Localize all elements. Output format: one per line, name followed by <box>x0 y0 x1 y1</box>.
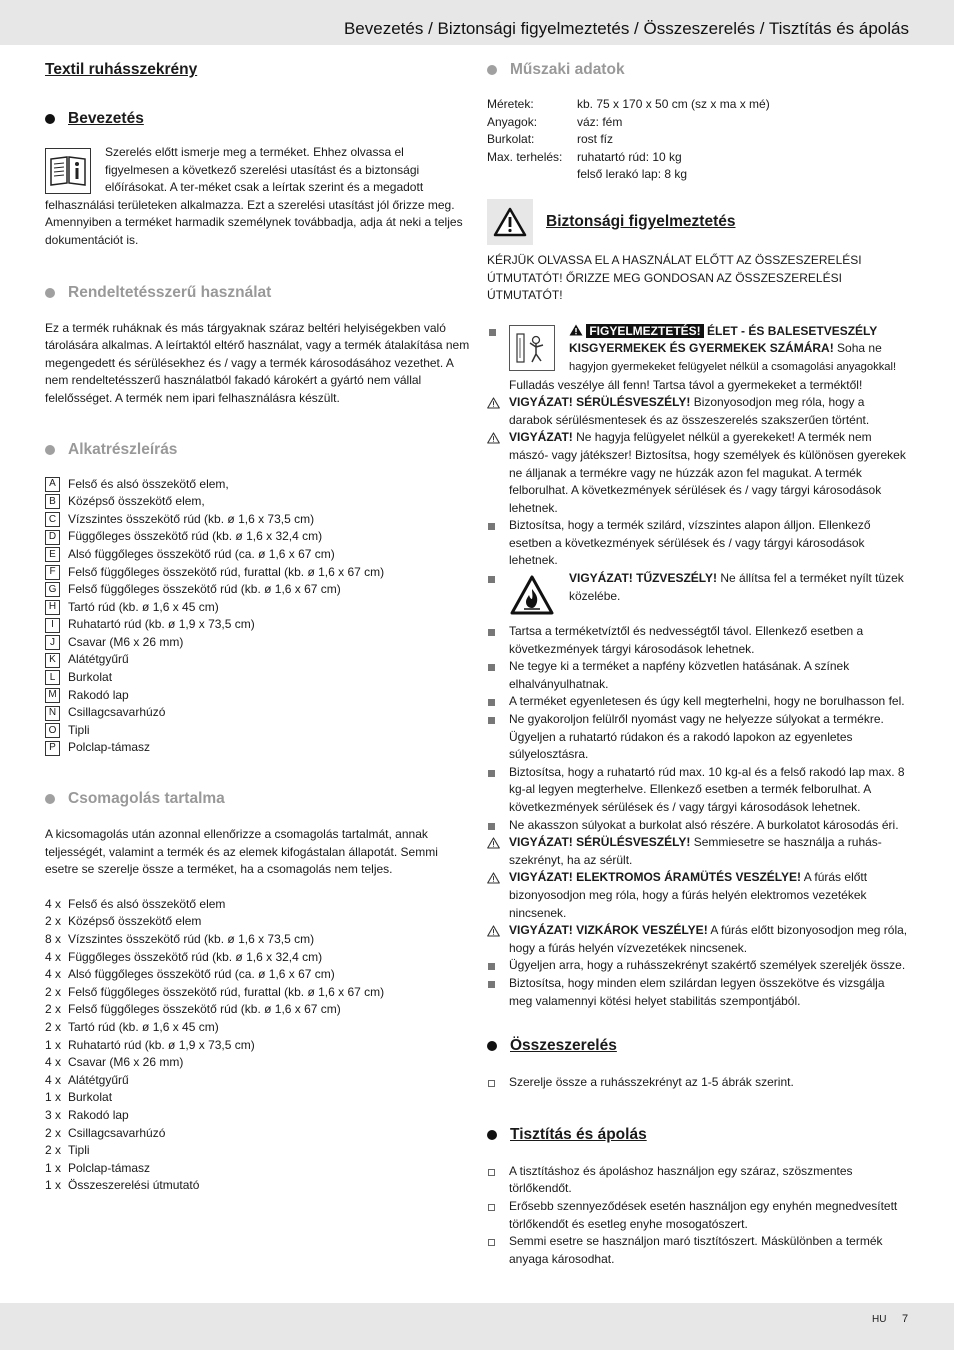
bullet-square <box>488 770 495 777</box>
part-row <box>45 599 470 617</box>
package-qty: 1 x <box>45 1090 62 1105</box>
package-item: Vízszintes összekötő rúd (kb. ø 1,6 x 73,5 cm) <box>68 932 315 946</box>
fire-warning-bold: VIGYÁZAT! TŰZVESZÉLY! <box>569 571 718 586</box>
caution-row <box>487 429 909 517</box>
package-row <box>45 1089 470 1107</box>
part-letter: O <box>45 723 60 738</box>
part-text: Burkolat <box>68 670 113 685</box>
package-row <box>45 984 470 1002</box>
safety-item-text <box>509 711 909 764</box>
spec-value: ruhatartó rúd: 10 kg <box>577 149 682 164</box>
safety-caps-notice: KÉRJÜK OLVASSA EL A HASZNÁLAT ELŐTT AZ ÖSSZESZERELÉSI ÚTMUTATÓT! ŐRIZZE MEG GONDOSAN AZ ÖSSZESZERELÉSI ÚTMUTATÓT! <box>487 252 862 303</box>
parts-list <box>45 476 470 758</box>
package-qty: 8 x <box>45 932 62 946</box>
spec-key: Anyagok: <box>487 114 538 129</box>
spec-row <box>487 166 909 184</box>
care-item <box>487 1233 909 1268</box>
package-row <box>45 1160 470 1178</box>
checkbox-square-icon <box>488 1080 495 1087</box>
section-heading-tech <box>487 61 909 79</box>
safety-item-body: Tartsa a terméketvíztől és nedvességtől távol. Ellenkező esetben a következmények tárgyi károsodások lehetnek. <box>509 624 864 656</box>
assembly-step <box>487 1074 909 1092</box>
spec-key: Burkolat: <box>487 132 535 147</box>
part-letter: A <box>45 477 60 492</box>
safety-item-text <box>509 764 909 817</box>
part-text: Alátétgyűrű <box>68 652 129 667</box>
part-letter: P <box>45 741 60 756</box>
bullet-square <box>488 629 495 636</box>
part-row <box>45 704 470 722</box>
package-row <box>45 1019 470 1037</box>
safety-item-text <box>509 394 909 429</box>
bullet-square <box>488 963 495 970</box>
checkbox-square-icon <box>488 1204 495 1211</box>
part-letter: D <box>45 530 60 545</box>
care-list <box>487 1163 909 1269</box>
package-item: Tipli <box>68 1143 90 1158</box>
part-text: Alsó függőleges összekötő rúd (ca. ø 1,6 x 67 cm) <box>68 546 335 561</box>
assembly-step-text: Szerelje össze a ruhásszekrényt az 1-5 ábrák szerint. <box>509 1075 794 1090</box>
part-row <box>45 564 470 582</box>
safety-item-text <box>509 517 909 570</box>
package-item: Burkolat <box>68 1090 113 1105</box>
bullet-row <box>487 711 909 764</box>
part-letter: F <box>45 565 60 580</box>
part-row <box>45 581 470 599</box>
package-qty: 2 x <box>45 1002 62 1017</box>
spec-value: felső lerakó lap: 8 kg <box>577 167 688 182</box>
heading-text: Műszaki adatok <box>510 61 625 78</box>
heading-text: Biztonsági figyelmeztetés <box>546 212 736 230</box>
child-warning-text1: Soha ne <box>837 341 882 356</box>
package-qty: 4 x <box>45 1055 62 1070</box>
part-text: Középső összekötő elem, <box>68 494 205 509</box>
right-column <box>487 58 909 1268</box>
bullet-dot <box>487 1041 497 1051</box>
safety-item-text <box>509 429 909 517</box>
package-item: Tartó rúd (kb. ø 1,6 x 45 cm) <box>68 1019 219 1034</box>
safety-list <box>487 394 909 1010</box>
package-row <box>45 1072 470 1090</box>
care-item-text: Semmi esetre se használjon maró tisztítószert. Máskülönben a termék anyaga károsodhat. <box>509 1234 883 1266</box>
package-paragraph: A kicsomagolás után azonnal ellenőrizze a csomagolás tartalmát, annak teljességét, valamint a termék és az elemek kifogástalan állapotát. Semmi esetre se szerelje össze a terméket, ha a csomagolás nem teljes. <box>45 827 438 877</box>
heading-text: Csomagolás tartalma <box>68 790 225 808</box>
care-item <box>487 1198 909 1233</box>
bullet-row <box>487 764 909 817</box>
part-letter: G <box>45 582 60 597</box>
package-item: Alsó függőleges összekötő rúd (ca. ø 1,6 x 67 cm) <box>68 967 335 982</box>
package-row <box>45 931 470 949</box>
spec-key: Max. terhelés: <box>487 149 563 164</box>
part-row <box>45 739 470 757</box>
spec-key <box>487 166 577 184</box>
package-item: Felső és alsó összekötő elem <box>68 896 226 911</box>
part-text: Polclap-támasz <box>68 740 151 755</box>
package-row <box>45 1054 470 1072</box>
bullet-row <box>487 693 909 711</box>
caution-row <box>487 394 909 429</box>
package-qty: 1 x <box>45 1037 62 1052</box>
part-row <box>45 546 470 564</box>
package-row <box>45 1001 470 1019</box>
package-item: Alátétgyűrű <box>68 1072 129 1087</box>
package-row <box>45 1142 470 1160</box>
package-qty: 2 x <box>45 914 62 929</box>
part-row <box>45 511 470 529</box>
safety-item-text <box>509 869 909 922</box>
section-heading-parts <box>45 441 470 459</box>
package-qty: 4 x <box>45 1072 62 1087</box>
package-item: Rakodó lap <box>68 1107 129 1122</box>
page-number: 7 <box>902 1313 909 1325</box>
part-row <box>45 493 470 511</box>
bullet-row <box>487 975 909 1010</box>
bullet-dot <box>487 65 497 75</box>
part-row <box>45 634 470 652</box>
caution-row <box>487 834 909 869</box>
spec-row <box>487 149 909 167</box>
bullet-square <box>488 699 495 706</box>
caution-bold: VIGYÁZAT! <box>509 430 573 445</box>
safety-item-body: Bizonyosodjon meg róla, hogy a darabok sérülésmentesek és az összeszerelés szakszerűen történt. <box>509 395 870 427</box>
part-letter: H <box>45 600 60 615</box>
safety-item-body: Semmiesetre se használja a ruhás-szekrényt, ha az sérült. <box>509 835 882 867</box>
safety-item-body: Biztosítsa, hogy a termék szilárd, vízszintes alapon álljon. Ellenkező esetben a következmények sérülések és / vagy tárgyi károsodások lehetnek. <box>509 518 871 568</box>
safety-item-text <box>509 975 909 1010</box>
fire-warning-body: Ne állítsa fel a terméket nyílt tüzek közelébe. <box>569 571 904 603</box>
package-qty: 2 x <box>45 1143 62 1158</box>
package-item: Függőleges összekötő rúd (kb. ø 1,6 x 32,4 cm) <box>68 949 323 964</box>
package-qty: 2 x <box>45 984 62 999</box>
bullet-dot <box>45 445 55 455</box>
checkbox-square-icon <box>488 1239 495 1246</box>
document-title: Textil ruhásszekrény <box>45 61 198 78</box>
part-text: Felső függőleges összekötő rúd, furattal (kb. ø 1,6 x 67 cm) <box>68 564 385 579</box>
caution-bold: VIGYÁZAT! VIZKÁROK VESZÉLYE! <box>509 923 708 938</box>
part-row <box>45 616 470 634</box>
warning-triangle-icon <box>487 199 533 245</box>
safety-item-body: Biztosítsa, hogy a ruhatartó rúd max. 10 kg-al és a felső rakodó lap max. 8 kg-al legyen megterhelve. Ellenkező esetben a termék felborulhat. A következmények sérülések és / vagy tárgyi károsodások lehetnek. <box>509 764 905 814</box>
safety-item-body: A terméket egyenletesen és úgy kell megterhelni, hogy ne borulhasson fel. <box>509 694 905 709</box>
bullet-dot <box>487 1130 497 1140</box>
safety-item-text <box>509 693 905 711</box>
part-row <box>45 669 470 687</box>
package-row <box>45 1107 470 1125</box>
safety-item-text <box>509 922 909 957</box>
safety-item-body: Biztosítsa, hogy minden elem szilárdan legyen összekötve és vizsgálja meg valamennyi kötési helyet stabilitás szempontjából. <box>509 975 885 1008</box>
spec-value: váz: fém <box>577 114 623 129</box>
bullet-dot <box>45 114 55 124</box>
part-text: Csillagcsavarhúzó <box>68 705 166 720</box>
part-letter: B <box>45 494 60 509</box>
section-heading-package <box>45 790 470 808</box>
spec-row <box>487 114 909 132</box>
package-item: Csillagcsavarhúzó <box>68 1125 166 1140</box>
part-letter: M <box>45 688 60 703</box>
use-paragraph: Ez a termék ruháknak és más tárgyaknak száraz beltéri helyiségekben való tárolására alkalmas. A leírtaktól eltérő használat, vagy a termék átalakítása nem megengedett és sérülésekhez és / vagy a termék károsodásához vezethet. A nem rendeltetésszerű használatból fakadó károkért a gyártó nem vállal felelősséget. A termék nem ipari felhasználásra készült. <box>45 320 470 405</box>
intro-block <box>45 144 470 250</box>
fire-warning-row <box>487 570 909 622</box>
package-contents-list <box>45 896 470 1195</box>
section-heading-intro <box>45 110 470 128</box>
safety-item-body: Ügyeljen arra, hogy a ruhásszekrényt szakértő személyek szereljék össze. <box>509 958 906 973</box>
package-row <box>45 1125 470 1143</box>
part-text: Csavar (M6 x 26 mm) <box>68 634 184 649</box>
part-row <box>45 651 470 669</box>
safety-item-text <box>509 658 909 693</box>
book-info-icon <box>45 148 91 194</box>
bullet-square <box>488 664 495 671</box>
child-warning-small: hagyjon gyermekeket felügyelet nélkül a csomagolási anyagokkal! <box>569 360 897 373</box>
section-heading-safety <box>546 213 736 231</box>
package-qty: 2 x <box>45 1019 62 1034</box>
package-row <box>45 966 470 984</box>
bullet-square <box>488 981 495 988</box>
package-qty: 2 x <box>45 1125 62 1140</box>
spec-value: kb. 75 x 170 x 50 cm (sz x ma x mé) <box>577 97 770 111</box>
part-text: Felső és alsó összekötő elem, <box>68 476 229 491</box>
package-item: Középső összekötő elem <box>68 914 202 929</box>
caution-bold: VIGYÁZAT! ELEKTROMOS ÁRAMÜTÉS VESZÉLYE! <box>509 870 802 885</box>
caution-triangle-icon <box>487 430 500 517</box>
package-qty: 1 x <box>45 1160 62 1175</box>
care-item <box>487 1163 909 1198</box>
package-item: Összeszerelési útmutató <box>68 1178 200 1193</box>
safety-item-body: A fúrás előtt bizonyosodjon meg róla, hogy a fúrás helyén elektromos vezetékek nincsenek. <box>509 870 868 920</box>
caution-triangle-icon <box>487 870 500 922</box>
package-item: Polclap-támasz <box>68 1160 151 1175</box>
part-text: Vízszintes összekötő rúd (kb. ø 1,6 x 73,5 cm) <box>68 511 315 526</box>
package-row <box>45 1177 470 1195</box>
safety-item-body: Ne tegye ki a terméket a napfény közvetlen hatásának. A színek elhalványulhatnak. <box>509 659 850 691</box>
warning-triangle-icon <box>569 324 583 338</box>
bullet-square <box>489 329 496 336</box>
safety-item-body: A fúrás előtt bizonyosodjon meg róla, hogy a fúrás helyén vízvezetékek nincsenek. <box>509 923 908 955</box>
part-text: Tipli <box>68 722 90 737</box>
part-text: Tartó rúd (kb. ø 1,6 x 45 cm) <box>68 599 219 614</box>
package-item: Csavar (M6 x 26 mm) <box>68 1055 184 1070</box>
caution-bold: VIGYÁZAT! SÉRÜLÉSVESZÉLY! <box>509 395 691 410</box>
part-letter: L <box>45 670 60 685</box>
safety-item-body: Ne gyakoroljon felülről nyomást vagy ne helyezze súlyokat a termékre. Ügyeljen a ruhatartó rúdakon és a rakodó lapokon az egyenletes súlyelosztásra. <box>509 712 884 762</box>
part-text: Felső függőleges összekötő rúd (kb. ø 1,6 x 67 cm) <box>68 582 341 597</box>
bullet-row <box>487 517 909 570</box>
bullet-row <box>487 623 909 658</box>
child-warning-block <box>487 323 909 394</box>
part-row <box>45 687 470 705</box>
package-qty: 4 x <box>45 949 62 964</box>
spec-row <box>487 96 909 114</box>
heading-text: Bevezetés <box>68 110 144 127</box>
safety-item-text <box>509 623 909 658</box>
caution-triangle-icon <box>487 923 500 957</box>
safety-item-text <box>509 817 899 835</box>
checkbox-square-icon <box>488 1169 495 1176</box>
part-row <box>45 722 470 740</box>
child-warning-bold: ÉLET - ÉS BALESETVESZÉLY KISGYERMEKEK ÉS GYERMEKEK SZÁMÁRA! <box>569 323 878 356</box>
heading-text: Rendeltetésszerű használat <box>68 283 272 301</box>
heading-text: Összeszerelés <box>510 1037 617 1055</box>
package-item: Ruhatartó rúd (kb. ø 1,9 x 73,5 cm) <box>68 1037 255 1052</box>
bullet-square <box>488 823 495 830</box>
caution-row <box>487 922 909 957</box>
bullet-square <box>488 523 495 530</box>
footer-language: HU <box>872 1314 887 1325</box>
spec-row <box>487 131 909 149</box>
package-item: Felső függőleges összekötő rúd (kb. ø 1,6 x 67 cm) <box>68 1002 341 1017</box>
bullet-dot <box>45 288 55 298</box>
tech-specs-table <box>487 96 909 184</box>
bullet-row <box>487 658 909 693</box>
safety-item-body: Ne hagyja felügyelet nélkül a gyerekeket! A termék nem mászó- vagy játékszer! Biztosítsa, hogy személyek és különösen gyerekek ne álljanak a termékre vagy ne húzzák azon fel magukat. A termék felborulhat. A következmények sérülések és / vagy tárgyi károsodások lehetnek. <box>509 430 906 515</box>
intro-paragraph: Szerelés előtt ismerje meg a terméket. Ehhez olvassa el figyelmesen a következő szerelési utasítást és a biztonsági előírásokat. A ter-méket csak a leírtak szerint és a megadott felhasználási területeken alkalmazza. Ezt a szerelési utasítást jól őrizze meg. Amennyiben a terméket harmadik személynek továbbadja, adja át neki a teljes dokumentációt is. <box>45 145 463 247</box>
heading-text: Alkatrészleírás <box>68 440 178 458</box>
section-heading-care <box>487 1126 909 1144</box>
caution-row <box>487 869 909 922</box>
package-qty: 3 x <box>45 1107 62 1122</box>
package-row <box>45 913 470 931</box>
warning-badge: FIGYELMEZTETÉS! <box>586 324 703 338</box>
part-letter: N <box>45 706 60 721</box>
package-qty: 1 x <box>45 1178 62 1193</box>
part-letter: E <box>45 547 60 562</box>
child-warning-text2: Fulladás veszélye áll fenn! Tartsa távol a gyermekeket a terméktől! <box>509 377 863 392</box>
safety-item-body: Ne akasszon súlyokat a burkolat alsó részére. A burkolatot károsodás éri. <box>509 817 899 832</box>
spec-value: rost fíz <box>577 132 614 147</box>
part-row <box>45 476 470 494</box>
package-row <box>45 1037 470 1055</box>
care-item-text: Erősebb szennyeződések esetén használjon egy enyhén megnedvesített törlőkendőt és esetleg enyhe mosogatószert. <box>509 1198 898 1231</box>
bullet-row <box>487 957 909 975</box>
page-header-title: Bevezetés / Biztonsági figyelmeztetés / Összeszerelés / Tisztítás és ápolás <box>343 19 909 38</box>
child-danger-icon <box>509 325 555 371</box>
care-item-text: A tisztításhoz és ápoláshoz használjon egy száraz, szöszmentes törlőkendőt. <box>509 1163 853 1196</box>
part-letter: J <box>45 635 60 650</box>
part-letter: C <box>45 512 60 527</box>
safety-heading-row <box>487 199 909 245</box>
part-text: Függőleges összekötő rúd (kb. ø 1,6 x 32,4 cm) <box>68 529 323 544</box>
section-heading-use <box>45 284 470 302</box>
caution-triangle-icon <box>487 835 500 869</box>
part-row <box>45 528 470 546</box>
caution-triangle-icon <box>487 395 500 429</box>
part-letter: I <box>45 618 60 633</box>
bullet-dot <box>45 794 55 804</box>
left-column <box>45 58 470 1195</box>
part-text: Ruhatartó rúd (kb. ø 1,9 x 73,5 cm) <box>68 617 255 632</box>
safety-item-text <box>509 834 909 869</box>
spec-key: Méretek: <box>487 97 534 111</box>
heading-text: Tisztítás és ápolás <box>510 1125 647 1143</box>
bullet-row <box>487 817 909 835</box>
package-qty: 4 x <box>45 896 62 911</box>
section-heading-assembly <box>487 1037 909 1055</box>
bullet-square <box>488 717 495 724</box>
package-row <box>45 896 470 914</box>
package-qty: 4 x <box>45 967 62 982</box>
caution-bold: VIGYÁZAT! SÉRÜLÉSVESZÉLY! <box>509 835 691 850</box>
part-letter: K <box>45 653 60 668</box>
part-text: Rakodó lap <box>68 687 129 702</box>
safety-item-text <box>509 957 905 975</box>
package-row <box>45 949 470 967</box>
fire-hazard-icon <box>509 572 555 618</box>
footer-band <box>0 1303 954 1350</box>
package-item: Felső függőleges összekötő rúd, furattal (kb. ø 1,6 x 67 cm) <box>68 984 385 999</box>
